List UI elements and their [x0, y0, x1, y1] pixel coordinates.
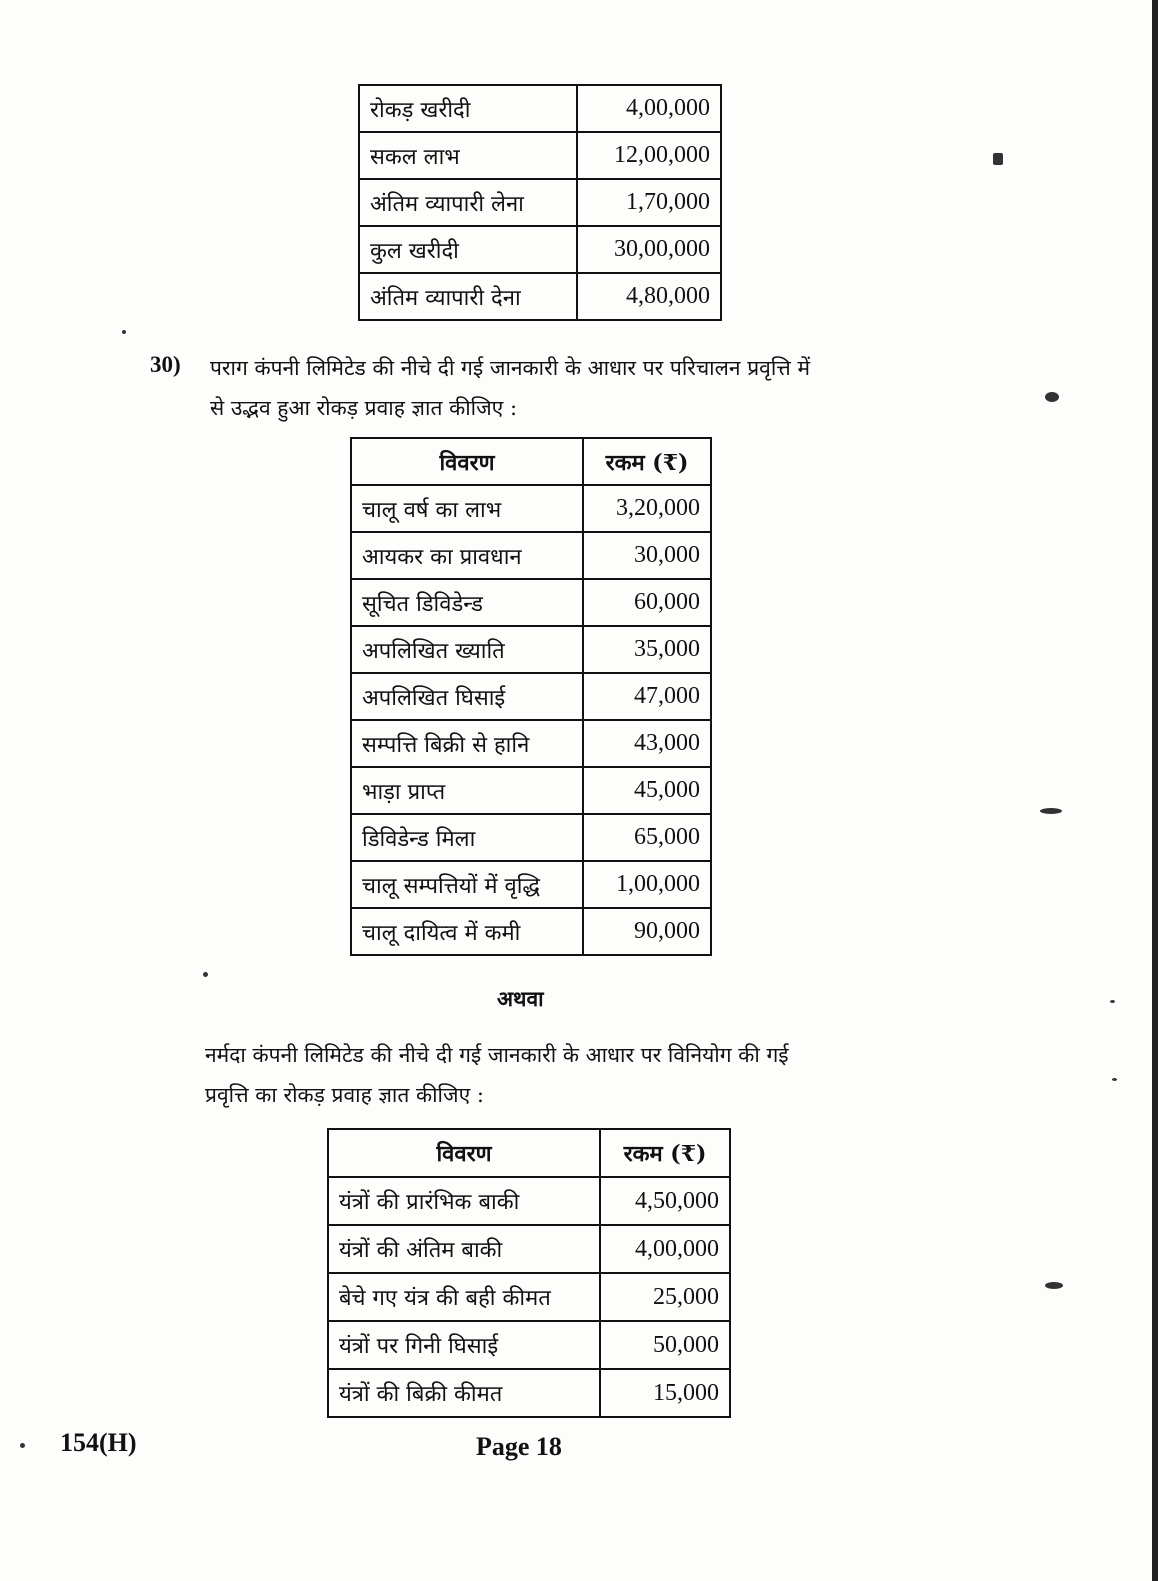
row-value: 43,000 — [583, 720, 711, 767]
table-row — [351, 673, 711, 720]
scan-speck — [203, 972, 208, 977]
table-row — [359, 132, 721, 179]
alternative-question-text — [205, 1035, 905, 1115]
row-label: चालू वर्ष का लाभ — [351, 485, 583, 532]
scan-speck — [1045, 392, 1059, 402]
row-value: 45,000 — [583, 767, 711, 814]
table-row — [328, 1321, 730, 1369]
header-amount: रकम (₹) — [600, 1129, 730, 1177]
row-value: 90,000 — [583, 908, 711, 955]
alternative-line-1: नर्मदा कंपनी लिमिटेड की नीचे दी गई जानकारी के आधार पर विनियोग की गई — [205, 1043, 789, 1067]
row-value: 15,000 — [600, 1369, 730, 1417]
row-label: सूचित डिविडेन्ड — [351, 579, 583, 626]
row-label: यंत्रों की बिक्री कीमत — [328, 1369, 600, 1417]
row-value: 3,20,000 — [583, 485, 711, 532]
row-label: सम्पत्ति बिक्री से हानि — [351, 720, 583, 767]
table-row — [359, 85, 721, 132]
table-row — [359, 273, 721, 320]
header-amount: रकम (₹) — [583, 438, 711, 485]
row-label: भाड़ा प्राप्त — [351, 767, 583, 814]
scan-speck — [993, 153, 1003, 165]
row-value: 30,000 — [583, 532, 711, 579]
scan-speck — [1112, 1078, 1117, 1081]
table-header-row — [351, 438, 711, 485]
row-value: 25,000 — [600, 1273, 730, 1321]
table-row — [351, 814, 711, 861]
row-value: 47,000 — [583, 673, 711, 720]
table-row — [351, 579, 711, 626]
table-row — [328, 1225, 730, 1273]
table-row — [351, 532, 711, 579]
row-value: 4,00,000 — [577, 85, 721, 132]
page-number: Page 18 — [476, 1432, 562, 1461]
question-line-2: से उद्भव हुआ रोकड़ प्रवाह ज्ञात कीजिए : — [210, 396, 518, 420]
table-row — [328, 1369, 730, 1417]
table-row — [359, 179, 721, 226]
investing-activities-table — [327, 1128, 731, 1418]
row-label: आयकर का प्रावधान — [351, 532, 583, 579]
row-value: 4,50,000 — [600, 1177, 730, 1225]
table-row — [328, 1177, 730, 1225]
table-row — [359, 226, 721, 273]
alternative-line-2: प्रवृत्ति का रोकड़ प्रवाह ज्ञात कीजिए : — [205, 1083, 484, 1107]
table-row — [351, 767, 711, 814]
row-label: अपलिखित घिसाई — [351, 673, 583, 720]
row-label: यंत्रों की प्रारंभिक बाकी — [328, 1177, 600, 1225]
scan-speck — [122, 330, 126, 334]
table-row — [351, 485, 711, 532]
row-value: 4,00,000 — [600, 1225, 730, 1273]
row-label: बेचे गए यंत्र की बही कीमत — [328, 1273, 600, 1321]
scan-edge — [1152, 0, 1158, 1581]
scan-speck — [1110, 1000, 1115, 1003]
row-label: डिविडेन्ड मिला — [351, 814, 583, 861]
row-label: चालू दायित्व में कमी — [351, 908, 583, 955]
table-row — [351, 908, 711, 955]
row-value: 1,00,000 — [583, 861, 711, 908]
row-label: चालू सम्पत्तियों में वृद्धि — [351, 861, 583, 908]
row-label: रोकड़ खरीदी — [359, 85, 577, 132]
row-label: सकल लाभ — [359, 132, 577, 179]
operating-activities-table — [350, 437, 712, 956]
table-header-row — [328, 1129, 730, 1177]
row-value: 4,80,000 — [577, 273, 721, 320]
row-label: यंत्रों पर गिनी घिसाई — [328, 1321, 600, 1369]
scan-speck — [20, 1443, 25, 1448]
row-value: 30,00,000 — [577, 226, 721, 273]
row-value: 1,70,000 — [577, 179, 721, 226]
row-value: 50,000 — [600, 1321, 730, 1369]
question-line-1: पराग कंपनी लिमिटेड की नीचे दी गई जानकारी के आधार पर परिचालन प्रवृत्ति में — [210, 356, 810, 380]
table-row — [351, 861, 711, 908]
row-value: 12,00,000 — [577, 132, 721, 179]
row-value: 35,000 — [583, 626, 711, 673]
table-row — [328, 1273, 730, 1321]
question-number: 30) — [150, 352, 181, 377]
header-particulars: विवरण — [351, 438, 583, 485]
paper-code: 154(H) — [60, 1428, 137, 1457]
table-row — [351, 626, 711, 673]
row-label: कुल खरीदी — [359, 226, 577, 273]
or-separator: अथवा — [497, 986, 544, 1011]
row-label: अंतिम व्यापारी लेना — [359, 179, 577, 226]
row-value: 60,000 — [583, 579, 711, 626]
question-text — [210, 348, 900, 428]
top-table — [358, 84, 722, 321]
header-particulars: विवरण — [328, 1129, 600, 1177]
scan-speck — [1045, 1282, 1063, 1289]
table-row — [351, 720, 711, 767]
row-value: 65,000 — [583, 814, 711, 861]
scan-speck — [1040, 808, 1062, 814]
row-label: यंत्रों की अंतिम बाकी — [328, 1225, 600, 1273]
row-label: अंतिम व्यापारी देना — [359, 273, 577, 320]
row-label: अपलिखित ख्याति — [351, 626, 583, 673]
